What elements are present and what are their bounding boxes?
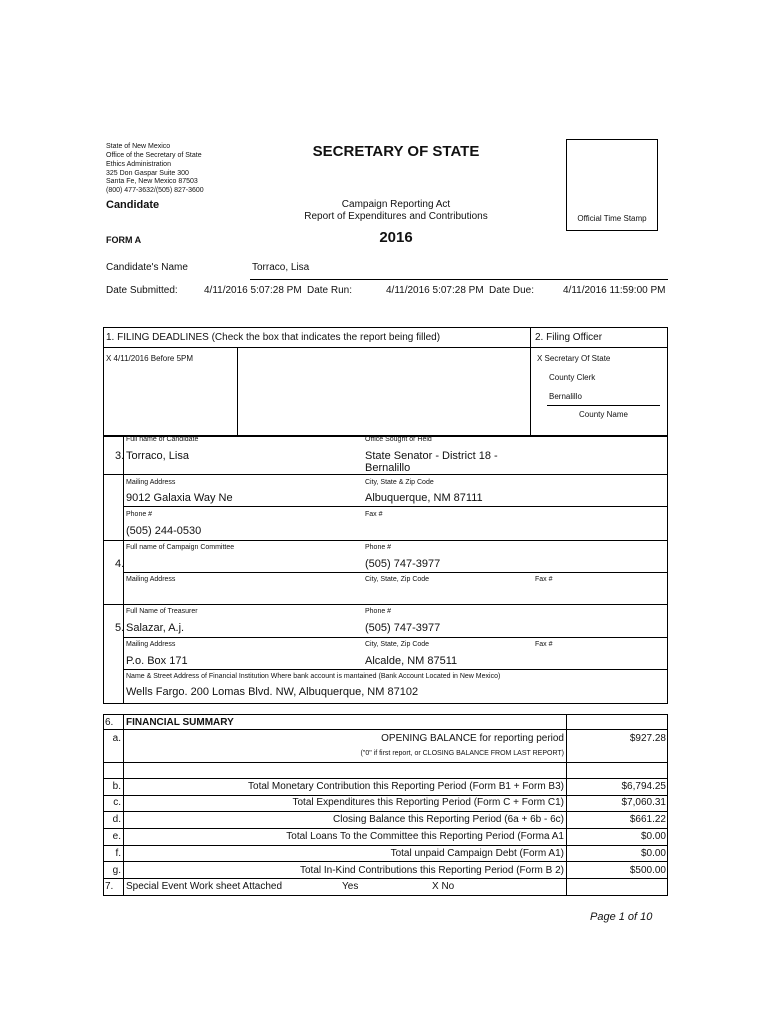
row-value: $6,794.25 [621, 781, 666, 792]
divider [123, 506, 668, 507]
divider [103, 474, 668, 475]
subtitle-act: Campaign Reporting Act [341, 199, 451, 210]
row-label: Total In-Kind Contributions this Reporting Period (Form B 2) [299, 865, 564, 876]
subtitle-report: Report of Expenditures and Contributions [304, 211, 488, 222]
opening-balance-value: $927.28 [629, 733, 666, 744]
page-number: Page 1 of 10 [590, 911, 653, 923]
divider [237, 347, 238, 436]
candidate-name-label: Candidate's Name [106, 262, 188, 273]
candidate-city: Albuquerque, NM 87111 [365, 492, 483, 504]
divider [103, 762, 668, 763]
filing-deadline-selected[interactable]: X 4/11/2016 Before 5PM [106, 354, 194, 363]
bank-address: Wells Fargo. 200 Lomas Blvd. NW, Albuquerque, NM 87102 [126, 686, 419, 698]
row-value: $7,060.31 [621, 797, 666, 808]
row-label: Total Monetary Contribution this Reporting Period (Form B1 + Form B3) [248, 781, 564, 792]
page-title: SECRETARY OF STATE [312, 143, 480, 160]
divider [103, 861, 668, 862]
row-value: $0.00 [640, 848, 666, 859]
candidate-full-name: Torraco, Lisa [126, 450, 189, 462]
row-letter: a. [112, 733, 121, 744]
filing-officer-header: 2. Filing Officer [535, 332, 603, 343]
treasurer-name: Salazar, A.j. [126, 622, 185, 634]
divider [103, 540, 668, 541]
opening-balance-note: ("0" if first report, or CLOSING BALANCE FROM LAST REPORT) [360, 750, 564, 757]
row-letter: g. [112, 865, 121, 876]
divider [530, 327, 531, 436]
divider [566, 714, 567, 896]
time-stamp-label: Official Time Stamp [577, 214, 647, 223]
county-underline [547, 405, 660, 406]
divider [123, 572, 668, 573]
date-submitted-label: Date Submitted: [106, 285, 178, 296]
full-name-label: Full name of Candidate [126, 436, 199, 443]
form-label: FORM A [106, 235, 142, 245]
row-value: $661.22 [629, 814, 666, 825]
agency-line: State of New Mexico [106, 143, 171, 150]
row-letter: f. [115, 848, 121, 859]
divider [103, 878, 668, 879]
county-value: Bernalillo [549, 392, 582, 401]
city-state-zip-label: City, State, Zip Code [365, 641, 430, 648]
divider [123, 436, 124, 704]
divider [103, 795, 668, 796]
phone-label: Phone # [365, 608, 392, 615]
candidate-phone: (505) 244-0530 [126, 525, 202, 537]
candidate-mailing-address: 9012 Galaxia Way Ne [126, 492, 233, 504]
special-event-label: Special Event Work sheet Attached [126, 881, 283, 892]
mailing-address-label: Mailing Address [126, 641, 176, 648]
section-3-number: 3. [115, 450, 125, 462]
special-event-no[interactable]: X No [432, 881, 455, 892]
row-value: $500.00 [629, 865, 666, 876]
committee-name-label: Full name of Campaign Committee [126, 544, 235, 551]
phone-label: Phone # [126, 511, 153, 518]
candidate-name-underline [250, 279, 668, 280]
treasurer-phone: (505) 747-3977 [365, 622, 441, 634]
date-run: 4/11/2016 5:07:28 PM [386, 285, 484, 296]
city-state-zip-label: City, State, Zip Code [365, 576, 430, 583]
committee-phone: (505) 747-3977 [365, 558, 441, 570]
divider [123, 714, 124, 896]
candidate-name: Torraco, Lisa [252, 262, 310, 273]
financial-summary-header: FINANCIAL SUMMARY [126, 717, 234, 728]
county-name-label: County Name [579, 410, 628, 419]
date-submitted: 4/11/2016 5:07:28 PM [204, 285, 302, 296]
row-label: Total Loans To the Committee this Reporting Period (Forma A1 [286, 831, 564, 842]
city-state-zip-label: City, State & Zip Code [365, 479, 434, 486]
treasurer-mailing-address: P.o. Box 171 [126, 655, 188, 667]
divider [103, 347, 668, 348]
county-clerk-option[interactable]: County Clerk [549, 373, 596, 382]
office-sought: State Senator - District 18 - [365, 450, 498, 462]
treasurer-label: Full Name of Treasurer [126, 608, 198, 615]
fax-label: Fax # [535, 576, 553, 583]
fax-label: Fax # [365, 511, 383, 518]
row-letter: d. [112, 814, 121, 825]
treasurer-city: Alcalde, NM 87511 [365, 655, 458, 667]
bank-label: Name & Street Address of Financial Institution Where bank account is mantained (Bank Account Located in New Mexico) [126, 673, 501, 680]
row-letter: e. [112, 831, 121, 842]
row-label: Total unpaid Campaign Debt (Form A1) [390, 848, 564, 859]
report-year: 2016 [379, 229, 413, 246]
agency-line: Santa Fe, New Mexico 87503 [106, 178, 198, 185]
divider [123, 637, 668, 638]
agency-line: 325 Don Gaspar Suite 300 [106, 170, 189, 177]
filing-deadlines-header: 1. FILING DEADLINES (Check the box that indicates the report being filled) [106, 332, 441, 343]
section-6-number: 6. [105, 717, 114, 728]
row-value: $0.00 [640, 831, 666, 842]
office-sought-district: Bernalillo [365, 462, 411, 474]
divider [123, 669, 668, 670]
phone-label: Phone # [365, 544, 392, 551]
section-4-number: 4. [115, 558, 125, 570]
agency-line: (800) 477-3632/(505) 827-3600 [106, 187, 204, 194]
row-letter: c. [113, 797, 121, 808]
candidate-heading: Candidate [106, 199, 160, 211]
office-label: Office Sought or Held [365, 436, 432, 443]
agency-line: Office of the Secretary of State [106, 152, 202, 159]
date-run-label: Date Run: [307, 285, 353, 296]
special-event-yes[interactable]: Yes [342, 881, 359, 892]
fax-label: Fax # [535, 641, 553, 648]
divider [103, 811, 668, 812]
mailing-address-label: Mailing Address [126, 576, 176, 583]
mailing-address-label: Mailing Address [126, 479, 176, 486]
section-7-number: 7. [105, 881, 114, 892]
row-label: Total Expenditures this Reporting Period (Form C + Form C1) [292, 797, 564, 808]
filing-officer-selected[interactable]: X Secretary Of State [537, 354, 611, 363]
section-5-number: 5. [115, 622, 125, 634]
divider [103, 604, 668, 605]
row-letter: b. [112, 781, 121, 792]
divider [103, 729, 668, 730]
agency-line: Ethics Administration [106, 161, 171, 168]
opening-balance-label: OPENING BALANCE for reporting period [381, 733, 564, 744]
row-label: Closing Balance this Reporting Period (6a + 6b - 6c) [333, 814, 564, 825]
date-due-label: Date Due: [489, 285, 535, 296]
date-due: 4/11/2016 11:59:00 PM [563, 285, 666, 296]
divider [103, 828, 668, 829]
divider [103, 845, 668, 846]
divider [103, 778, 668, 779]
